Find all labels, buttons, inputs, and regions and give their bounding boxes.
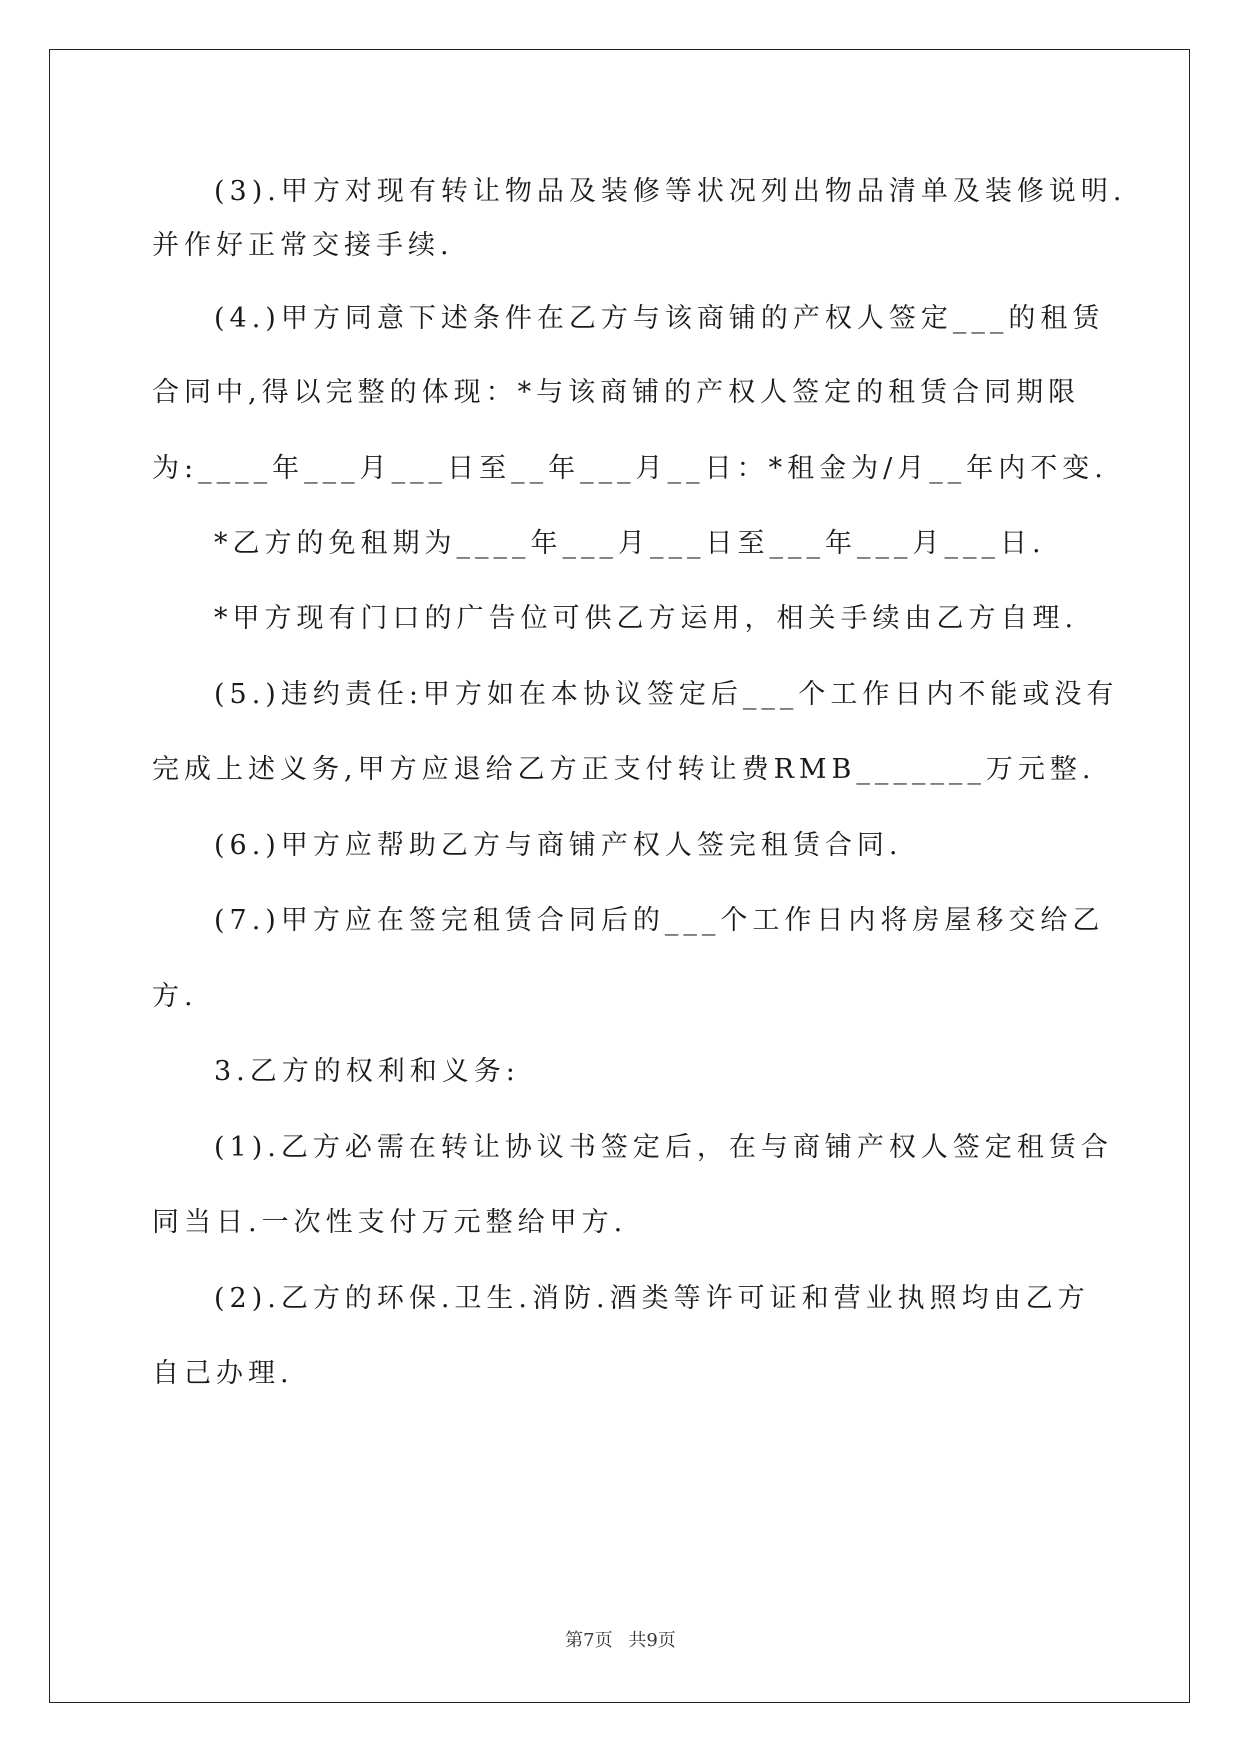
page-footer xyxy=(0,1626,1241,1652)
paragraph-line: *甲方现有门口的广告位可供乙方运用，相关手续由乙方自理. xyxy=(214,603,1079,634)
page-border xyxy=(49,49,1190,1703)
paragraph-line: (4.)甲方同意下述条件在乙方与该商铺的产权人签定___的租赁 xyxy=(214,303,1105,334)
paragraph-line: (3).甲方对现有转让物品及装修等状况列出物品清单及装修说明. xyxy=(214,176,1127,207)
paragraph-line: (5.)违约责任:甲方如在本协议签定后___个工作日内不能或没有 xyxy=(214,679,1119,710)
paragraph-line: 完成上述义务,甲方应退给乙方正支付转让费RMB_______万元整. xyxy=(152,754,1096,785)
paragraph-line: 合同中,得以完整的体现：*与该商铺的产权人签定的租赁合同期限 xyxy=(152,377,1081,408)
paragraph-line: 方. xyxy=(152,981,198,1012)
paragraph-line: (6.)甲方应帮助乙方与商铺产权人签完租赁合同. xyxy=(214,830,903,861)
paragraph-line: 并作好正常交接手续. xyxy=(152,230,454,261)
paragraph-line: *乙方的免租期为____年___月___日至___年___月___日. xyxy=(214,528,1046,559)
paragraph-line: 为:____年___月___日至__年___月__日：*租金为/月__年内不变. xyxy=(152,453,1108,484)
paragraph-line: (1).乙方必需在转让协议书签定后，在与商铺产权人签定租赁合 xyxy=(214,1132,1113,1163)
paragraph-line: 自己办理. xyxy=(152,1358,294,1389)
page-number: 第7页 xyxy=(565,1630,613,1651)
paragraph-line: (2).乙方的环保.卫生.消防.酒类等许可证和营业执照均由乙方 xyxy=(214,1283,1090,1314)
paragraph-line: 同当日.一次性支付万元整给甲方. xyxy=(152,1207,628,1238)
page-total: 共9页 xyxy=(628,1630,676,1651)
paragraph-line: (7.)甲方应在签完租赁合同后的___个工作日内将房屋移交给乙 xyxy=(214,905,1105,936)
section-heading: 3.乙方的权利和义务: xyxy=(214,1056,520,1087)
